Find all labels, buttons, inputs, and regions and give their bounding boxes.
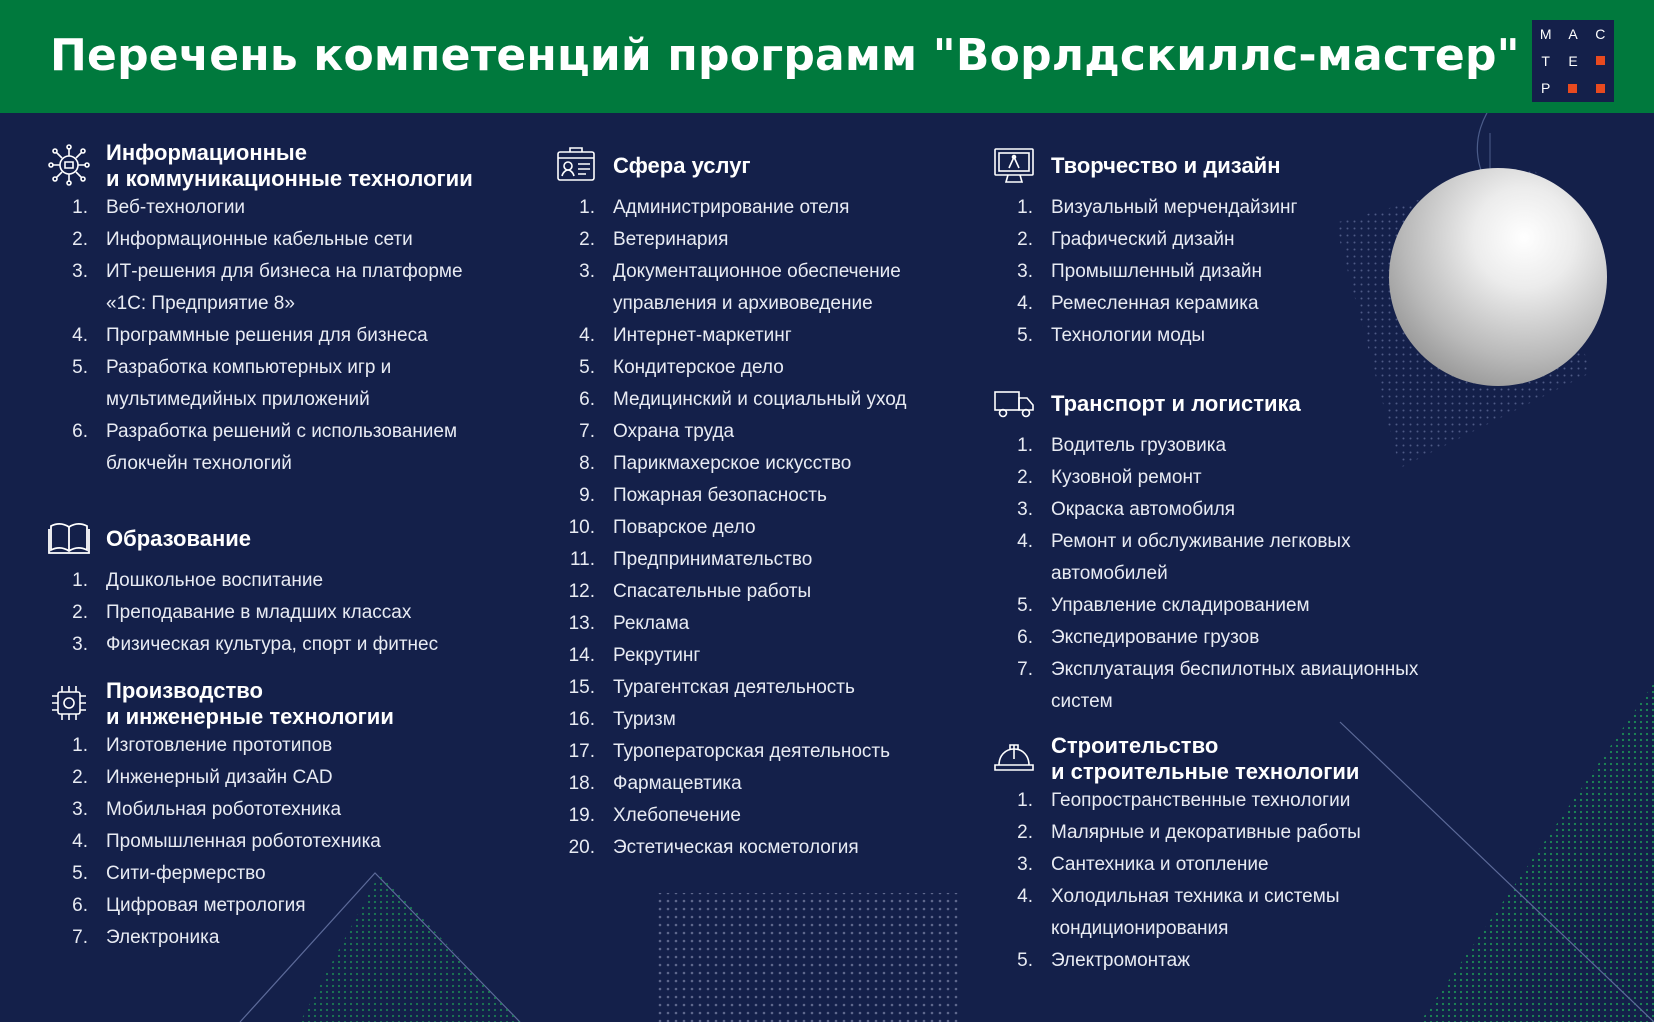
item-text: Спасательные работы [613, 581, 812, 602]
header-bar [0, 0, 1654, 113]
item-number: 16. [568, 709, 595, 730]
item-number: 1. [579, 197, 595, 218]
list-item [555, 576, 975, 608]
item-text: Эстетическая косметология [613, 837, 859, 858]
item-number: 1. [72, 197, 88, 218]
competency-list [555, 192, 975, 864]
list-item [48, 922, 518, 954]
competency-list [993, 430, 1453, 718]
item-text: Реклама [613, 613, 690, 634]
list-item [555, 640, 975, 672]
item-text: Дошкольное воспитание [106, 570, 324, 591]
item-text: Электромонтаж [1051, 950, 1190, 971]
section-design [993, 140, 1453, 352]
item-text: Сити-фермерство [106, 863, 266, 884]
item-text: Графический дизайн [1051, 229, 1235, 250]
list-item [48, 597, 518, 629]
list-item [48, 565, 518, 597]
item-number: 6. [72, 895, 88, 916]
item-text: Интернет-маркетинг [613, 325, 792, 346]
ict-network-icon [48, 144, 90, 186]
item-number: 2. [1017, 229, 1033, 250]
section-header [48, 513, 518, 565]
list-item [555, 384, 975, 416]
gear-chip-icon [48, 682, 90, 724]
list-item [555, 704, 975, 736]
list-item [48, 352, 518, 416]
item-text: Холодильная техника и системы кондиционирования [1051, 886, 1340, 939]
item-number: 5. [72, 863, 88, 884]
item-number: 6. [1017, 627, 1033, 648]
list-item [555, 320, 975, 352]
logo-square [1568, 84, 1577, 93]
section-header [993, 733, 1453, 785]
item-text: Охрана труда [613, 421, 735, 442]
item-number: 1. [1017, 790, 1033, 811]
list-item [993, 224, 1453, 256]
list-item [993, 288, 1453, 320]
section-title: Производство и инженерные технологии [106, 678, 394, 729]
item-number: 4. [579, 325, 595, 346]
item-text: Инженерный дизайн CAD [106, 767, 333, 788]
list-item [993, 622, 1453, 654]
item-number: 1. [72, 570, 88, 591]
section-header [48, 678, 518, 730]
list-item [48, 858, 518, 890]
item-number: 5. [72, 357, 88, 378]
item-text: Управление складированием [1051, 595, 1310, 616]
item-text: Поварское дело [613, 517, 756, 538]
list-item [48, 224, 518, 256]
item-number: 4. [1017, 293, 1033, 314]
section-header [993, 378, 1453, 430]
list-item [993, 590, 1453, 622]
section-header [48, 140, 518, 192]
competency-list [48, 192, 518, 480]
item-text: Изготовление прототипов [106, 735, 333, 756]
list-item [555, 480, 975, 512]
logo-letter: Р [1540, 80, 1551, 97]
list-item [48, 256, 518, 320]
list-item [555, 608, 975, 640]
section-services [555, 140, 975, 864]
item-number: 2. [1017, 822, 1033, 843]
list-item [993, 945, 1453, 977]
item-number: 3. [1017, 499, 1033, 520]
item-number: 10. [568, 517, 595, 538]
item-text: Преподавание в младших классах [106, 602, 412, 623]
item-number: 17. [568, 741, 595, 762]
item-text: Геопространственные технологии [1051, 790, 1351, 811]
list-item [993, 430, 1453, 462]
item-text: Туризм [613, 709, 676, 730]
list-item [993, 462, 1453, 494]
list-item [555, 672, 975, 704]
item-number: 4. [1017, 531, 1033, 552]
list-item [555, 352, 975, 384]
item-number: 12. [568, 581, 595, 602]
list-item [48, 794, 518, 826]
list-item [555, 544, 975, 576]
logo-square [1596, 56, 1605, 65]
item-text: Администрирование отеля [613, 197, 850, 218]
item-number: 14. [568, 645, 595, 666]
item-number: 3. [72, 634, 88, 655]
item-number: 1. [1017, 435, 1033, 456]
hard-hat-icon [993, 737, 1035, 779]
list-item [555, 768, 975, 800]
item-number: 1. [1017, 197, 1033, 218]
page-title: Перечень компетенций программ "Ворлдскиллс-мастер" [50, 30, 1520, 81]
item-number: 3. [579, 261, 595, 282]
item-text: Промышленный дизайн [1051, 261, 1263, 282]
list-item [48, 730, 518, 762]
section-construction [993, 733, 1453, 977]
list-item [993, 881, 1453, 945]
item-text: Физическая культура, спорт и фитнес [106, 634, 439, 655]
item-number: 8. [579, 453, 595, 474]
section-title: Информационные и коммуникационные технологии [106, 140, 473, 191]
item-number: 9. [579, 485, 595, 506]
item-text: Технологии моды [1051, 325, 1206, 346]
logo-letter: Т [1541, 52, 1550, 69]
list-item [993, 494, 1453, 526]
item-number: 20. [568, 837, 595, 858]
item-text: Цифровая метрология [106, 895, 306, 916]
item-number: 2. [72, 767, 88, 788]
section-engineering [48, 678, 518, 954]
item-text: Медицинский и социальный уход [613, 389, 907, 410]
content-area [0, 113, 1654, 1022]
master-logo [1532, 20, 1614, 102]
item-number: 4. [72, 325, 88, 346]
item-text: Ремонт и обслуживание легковых автомобилей [1051, 531, 1351, 584]
item-number: 13. [568, 613, 595, 634]
item-number: 5. [1017, 950, 1033, 971]
item-number: 5. [1017, 595, 1033, 616]
logo-letter: М [1539, 25, 1552, 42]
item-text: Хлебопечение [613, 805, 741, 826]
item-number: 3. [1017, 261, 1033, 282]
item-text: Разработка компьютерных игр и мультимедийных приложений [106, 357, 392, 410]
list-item [993, 526, 1453, 590]
section-title: Транспорт и логистика [1051, 391, 1301, 416]
logo-letter: Е [1568, 52, 1578, 69]
item-text: Экспедирование грузов [1051, 627, 1260, 648]
competency-list [48, 730, 518, 954]
item-text: Электроника [106, 927, 220, 948]
item-text: Информационные кабельные сети [106, 229, 413, 250]
list-item [555, 736, 975, 768]
list-item [48, 890, 518, 922]
item-text: Парикмахерское искусство [613, 453, 852, 474]
dot-grid-block [655, 893, 960, 1022]
section-header [555, 140, 975, 192]
item-number: 2. [72, 229, 88, 250]
item-text: Туроператорская деятельность [613, 741, 891, 762]
list-item [555, 448, 975, 480]
logo-letter: С [1595, 25, 1606, 42]
item-text: Визуальный мерчендайзинг [1051, 197, 1298, 218]
item-number: 18. [568, 773, 595, 794]
item-number: 4. [1017, 886, 1033, 907]
list-item [993, 256, 1453, 288]
item-text: Кузовной ремонт [1051, 467, 1202, 488]
section-education [48, 513, 518, 661]
monitor-design-icon [993, 144, 1035, 186]
list-item [555, 256, 975, 320]
item-text: Эксплуатация беспилотных авиационных систем [1051, 659, 1419, 712]
section-title: Сфера услуг [613, 153, 751, 178]
item-text: Фармацевтика [613, 773, 742, 794]
section-title: Творчество и дизайн [1051, 153, 1281, 178]
item-text: Мобильная робототехника [106, 799, 342, 820]
item-text: Программные решения для бизнеса [106, 325, 428, 346]
section-title: Строительство и строительные технологии [1051, 733, 1360, 784]
section-transport [993, 378, 1453, 718]
competency-list [993, 785, 1453, 977]
list-item [993, 654, 1453, 718]
competency-list [993, 192, 1453, 352]
item-text: Документационное обеспечение управления и архивоведение [613, 261, 901, 314]
item-text: Разработка решений с использованием блокчейн технологий [106, 421, 458, 474]
list-item [993, 849, 1453, 881]
item-number: 1. [72, 735, 88, 756]
delivery-truck-icon [993, 382, 1035, 424]
item-number: 3. [1017, 854, 1033, 875]
item-text: ИТ-решения для бизнеса на платформе «1С: Предприятие 8» [106, 261, 463, 314]
list-item [48, 826, 518, 858]
item-number: 2. [579, 229, 595, 250]
list-item [993, 785, 1453, 817]
list-item [48, 762, 518, 794]
id-card-icon [555, 144, 597, 186]
logo-letter: А [1568, 25, 1578, 42]
item-text: Водитель грузовика [1051, 435, 1227, 456]
list-item [555, 192, 975, 224]
item-number: 2. [72, 602, 88, 623]
list-item [555, 512, 975, 544]
item-number: 5. [1017, 325, 1033, 346]
item-number: 7. [72, 927, 88, 948]
item-text: Ветеринария [613, 229, 729, 250]
competency-list [48, 565, 518, 661]
item-text: Ремесленная керамика [1051, 293, 1259, 314]
item-text: Турагентская деятельность [613, 677, 855, 698]
item-text: Промышленная робототехника [106, 831, 381, 852]
item-number: 11. [569, 549, 595, 570]
section-ict [48, 140, 518, 480]
item-text: Кондитерское дело [613, 357, 784, 378]
list-item [48, 629, 518, 661]
item-text: Малярные и декоративные работы [1051, 822, 1361, 843]
item-text: Сантехника и отопление [1051, 854, 1269, 875]
list-item [993, 320, 1453, 352]
list-item [555, 832, 975, 864]
list-item [48, 192, 518, 224]
list-item [48, 416, 518, 480]
item-text: Веб-технологии [106, 197, 246, 218]
item-text: Пожарная безопасность [613, 485, 827, 506]
item-number: 2. [1017, 467, 1033, 488]
item-number: 4. [72, 831, 88, 852]
section-header [993, 140, 1453, 192]
item-number: 19. [568, 805, 595, 826]
list-item [993, 192, 1453, 224]
open-book-icon [48, 517, 90, 559]
item-number: 3. [72, 799, 88, 820]
item-number: 6. [72, 421, 88, 442]
item-number: 5. [579, 357, 595, 378]
item-number: 7. [579, 421, 595, 442]
item-text: Рекрутинг [613, 645, 701, 666]
item-number: 6. [579, 389, 595, 410]
list-item [48, 320, 518, 352]
list-item [555, 800, 975, 832]
item-number: 15. [568, 677, 595, 698]
item-text: Окраска автомобиля [1051, 499, 1236, 520]
list-item [555, 224, 975, 256]
logo-square [1596, 84, 1605, 93]
section-title: Образование [106, 526, 251, 551]
list-item [555, 416, 975, 448]
item-number: 7. [1017, 659, 1033, 680]
item-text: Предпринимательство [613, 549, 813, 570]
item-number: 3. [72, 261, 88, 282]
list-item [993, 817, 1453, 849]
